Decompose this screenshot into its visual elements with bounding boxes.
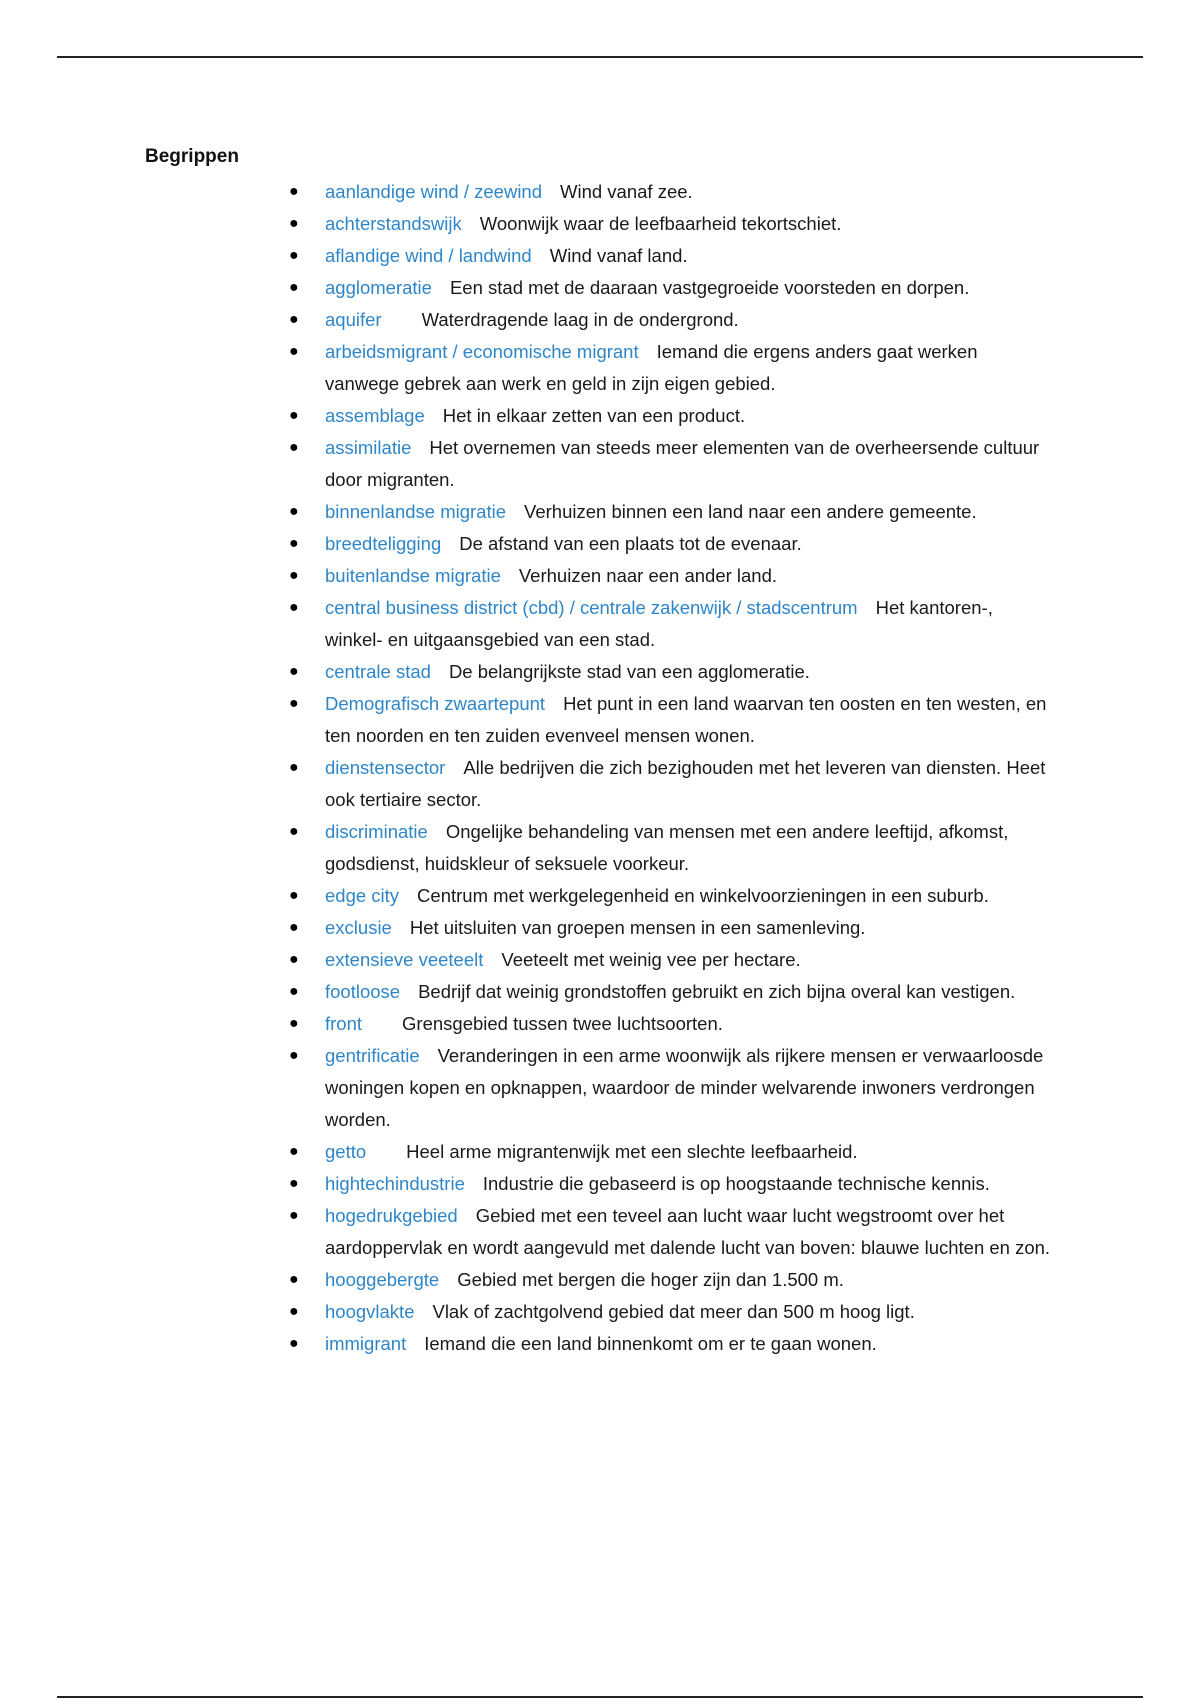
list-item bbox=[289, 528, 1055, 560]
term-definition: Verhuizen binnen een land naar een andere gemeente. bbox=[524, 501, 977, 522]
list-item bbox=[289, 1328, 1055, 1360]
term-name: getto bbox=[325, 1141, 367, 1162]
term-name: agglomeratie bbox=[325, 277, 432, 298]
term-name: gentrificatie bbox=[325, 1045, 420, 1066]
term-definition: Ongelijke behandeling van mensen met een andere leeftijd, afkomst, godsdienst, huidskleur of seksuele voorkeur. bbox=[325, 821, 1009, 874]
list-item bbox=[289, 1136, 1055, 1168]
list-item bbox=[289, 1264, 1055, 1296]
list-item bbox=[289, 432, 1055, 496]
list-item bbox=[289, 912, 1055, 944]
term-name: extensieve veeteelt bbox=[325, 949, 484, 970]
list-item bbox=[289, 336, 1055, 400]
term-name: front bbox=[325, 1013, 363, 1034]
term-name: discriminatie bbox=[325, 821, 428, 842]
term-definition: Vlak of zachtgolvend gebied dat meer dan 500 m hoog ligt. bbox=[432, 1301, 915, 1322]
list-item bbox=[289, 304, 1055, 336]
bullet-icon: ● bbox=[289, 535, 299, 552]
bullet-icon: ● bbox=[289, 439, 299, 456]
bullet-icon: ● bbox=[289, 311, 299, 328]
bullet-icon: ● bbox=[289, 279, 299, 296]
term-name: aflandige wind / landwind bbox=[325, 245, 532, 266]
list-item bbox=[289, 592, 1055, 656]
top-rule bbox=[57, 56, 1143, 58]
term-name: buitenlandse migratie bbox=[325, 565, 501, 586]
bullet-icon: ● bbox=[289, 1143, 299, 1160]
term-name: hooggebergte bbox=[325, 1269, 440, 1290]
term-name: assimilatie bbox=[325, 437, 412, 458]
term-name: exclusie bbox=[325, 917, 392, 938]
list-item bbox=[289, 752, 1055, 816]
term-definition: Veranderingen in een arme woonwijk als rijkere mensen er verwaarloosde woningen kopen en opknappen, waardoor de minder welvarende inwoners verdrongen worden. bbox=[325, 1045, 1044, 1130]
term-name: dienstensector bbox=[325, 757, 446, 778]
bullet-icon: ● bbox=[289, 695, 299, 712]
term-definition: Het overnemen van steeds meer elementen van de overheersende cultuur door migranten. bbox=[325, 437, 1040, 490]
list-item bbox=[289, 1296, 1055, 1328]
bullet-icon: ● bbox=[289, 1271, 299, 1288]
term-name: binnenlandse migratie bbox=[325, 501, 507, 522]
list-item bbox=[289, 400, 1055, 432]
list-item bbox=[289, 944, 1055, 976]
term-definition: Verhuizen naar een ander land. bbox=[518, 565, 778, 586]
term-definition: Waterdragende laag in de ondergrond. bbox=[421, 309, 739, 330]
bullet-icon: ● bbox=[289, 503, 299, 520]
bullet-icon: ● bbox=[289, 343, 299, 360]
list-item bbox=[289, 1040, 1055, 1136]
bullet-icon: ● bbox=[289, 759, 299, 776]
term-definition: De belangrijkste stad van een agglomeratie. bbox=[448, 661, 810, 682]
term-definition: Iemand die een land binnenkomt om er te gaan wonen. bbox=[424, 1333, 877, 1354]
bullet-icon: ● bbox=[289, 183, 299, 200]
term-definition: Alle bedrijven die zich bezighouden met het leveren van diensten. Heet ook tertiaire sector. bbox=[325, 757, 1046, 810]
bullet-icon: ● bbox=[289, 1015, 299, 1032]
list-item bbox=[289, 688, 1055, 752]
bottom-rule bbox=[57, 1696, 1143, 1698]
term-definition: Grensgebied tussen twee luchtsoorten. bbox=[402, 1013, 723, 1034]
list-item bbox=[289, 1200, 1055, 1264]
term-name: centrale stad bbox=[325, 661, 431, 682]
term-definition: Industrie die gebaseerd is op hoogstaande technische kennis. bbox=[482, 1173, 990, 1194]
term-name: breedteligging bbox=[325, 533, 442, 554]
term-name: central business district (cbd) / centrale zakenwijk / stadscentrum bbox=[325, 597, 858, 618]
bullet-icon: ● bbox=[289, 1047, 299, 1064]
term-definition: Het punt in een land waarvan ten oosten en ten westen, en ten noorden en ten zuiden evenveel mensen wonen. bbox=[325, 693, 1047, 746]
term-name: hightechindustrie bbox=[325, 1173, 465, 1194]
page-heading: Begrippen bbox=[145, 146, 239, 167]
term-definition: Gebied met een teveel aan lucht waar lucht wegstroomt over het aardoppervlak en wordt aangevuld met dalende lucht van boven: blauwe luchten en zon. bbox=[325, 1205, 1051, 1258]
term-name: hogedrukgebied bbox=[325, 1205, 458, 1226]
bullet-icon: ● bbox=[289, 1207, 299, 1224]
term-definition: Iemand die ergens anders gaat werken vanwege gebrek aan werk en geld in zijn eigen gebied. bbox=[325, 341, 978, 394]
bullet-icon: ● bbox=[289, 663, 299, 680]
list-item bbox=[289, 656, 1055, 688]
list-item bbox=[289, 1168, 1055, 1200]
list-item bbox=[289, 176, 1055, 208]
bullet-icon: ● bbox=[289, 823, 299, 840]
term-name: hoogvlakte bbox=[325, 1301, 415, 1322]
term-name: aanlandige wind / zeewind bbox=[325, 181, 543, 202]
term-definition: Het in elkaar zetten van een product. bbox=[442, 405, 746, 426]
term-definition: De afstand van een plaats tot de evenaar. bbox=[459, 533, 802, 554]
term-definition: Gebied met bergen die hoger zijn dan 1.500 m. bbox=[457, 1269, 844, 1290]
bullet-icon: ● bbox=[289, 983, 299, 1000]
list-item bbox=[289, 272, 1055, 304]
term-definition: Veeteelt met weinig vee per hectare. bbox=[501, 949, 801, 970]
bullet-icon: ● bbox=[289, 1335, 299, 1352]
term-name: arbeidsmigrant / economische migrant bbox=[325, 341, 639, 362]
term-name: immigrant bbox=[325, 1333, 407, 1354]
bullet-icon: ● bbox=[289, 919, 299, 936]
list-item bbox=[289, 816, 1055, 880]
list-item bbox=[289, 208, 1055, 240]
term-definition: Centrum met werkgelegenheid en winkelvoorzieningen in een suburb. bbox=[417, 885, 989, 906]
term-definition: Het kantoren-, winkel- en uitgaansgebied van een stad. bbox=[325, 597, 993, 650]
list-item bbox=[289, 1008, 1055, 1040]
term-name: Demografisch zwaartepunt bbox=[325, 693, 546, 714]
term-definition: Bedrijf dat weinig grondstoffen gebruikt en zich bijna overal kan vestigen. bbox=[418, 981, 1016, 1002]
bullet-icon: ● bbox=[289, 247, 299, 264]
list-item bbox=[289, 240, 1055, 272]
bullet-icon: ● bbox=[289, 887, 299, 904]
terms-list bbox=[289, 176, 1055, 1360]
bullet-icon: ● bbox=[289, 1175, 299, 1192]
bullet-icon: ● bbox=[289, 1303, 299, 1320]
term-name: aquifer bbox=[325, 309, 382, 330]
bullet-icon: ● bbox=[289, 567, 299, 584]
list-item bbox=[289, 976, 1055, 1008]
term-definition: Een stad met de daaraan vastgegroeide voorsteden en dorpen. bbox=[449, 277, 970, 298]
term-name: footloose bbox=[325, 981, 401, 1002]
term-definition: Woonwijk waar de leefbaarheid tekortschiet. bbox=[479, 213, 842, 234]
term-definition: Het uitsluiten van groepen mensen in een samenleving. bbox=[409, 917, 866, 938]
bullet-icon: ● bbox=[289, 951, 299, 968]
list-item bbox=[289, 560, 1055, 592]
term-name: achterstandswijk bbox=[325, 213, 462, 234]
list-item bbox=[289, 880, 1055, 912]
bullet-icon: ● bbox=[289, 407, 299, 424]
term-definition: Wind vanaf zee. bbox=[560, 181, 693, 202]
bullet-icon: ● bbox=[289, 599, 299, 616]
term-name: edge city bbox=[325, 885, 400, 906]
bullet-icon: ● bbox=[289, 215, 299, 232]
term-name: assemblage bbox=[325, 405, 425, 426]
list-item bbox=[289, 496, 1055, 528]
term-definition: Wind vanaf land. bbox=[549, 245, 688, 266]
term-definition: Heel arme migrantenwijk met een slechte leefbaarheid. bbox=[406, 1141, 858, 1162]
